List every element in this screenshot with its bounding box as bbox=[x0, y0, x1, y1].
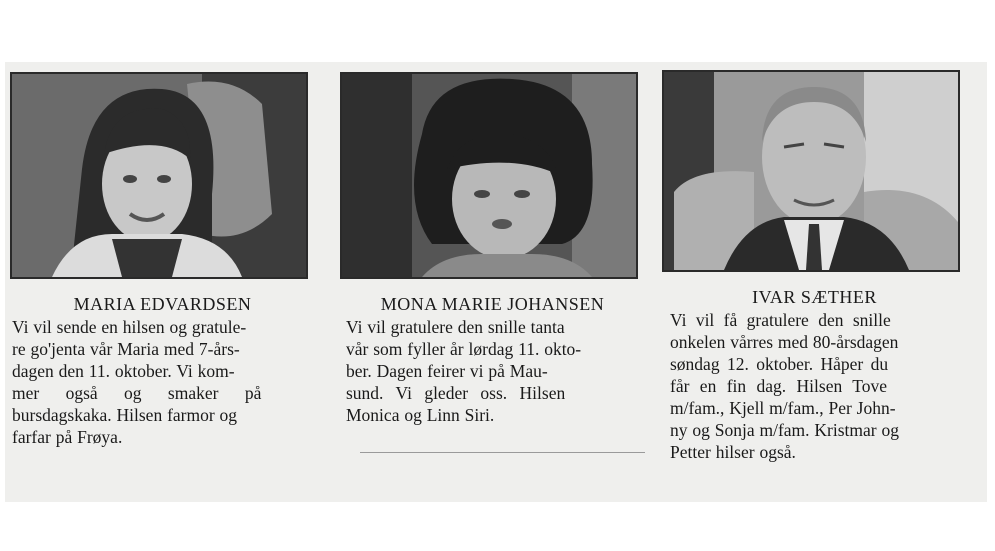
greeting-column-3 bbox=[662, 70, 967, 463]
text-line: re go'jenta vår Maria med 7-års- bbox=[12, 339, 240, 359]
photo-woman-image bbox=[342, 74, 636, 277]
greeting-text bbox=[340, 316, 644, 426]
text-line: Vi vil få gratulere den snille bbox=[670, 310, 891, 330]
column-divider-rule bbox=[360, 452, 645, 453]
text-line: mer også og smaker på bbox=[12, 383, 262, 403]
photo-girl-image bbox=[12, 74, 306, 277]
text-line: får en fin dag. Hilsen Tove bbox=[670, 376, 888, 396]
person-name: IVAR SÆTHER bbox=[752, 287, 877, 307]
text-line: Monica og Linn Siri. bbox=[346, 405, 495, 425]
photo-old-man-image bbox=[664, 72, 958, 270]
text-line: onkelen vårres med 80-årsdagen bbox=[670, 332, 899, 352]
text-line: ber. Dagen feirer vi på Mau- bbox=[346, 361, 548, 381]
text-line: farfar på Frøya. bbox=[12, 427, 123, 447]
text-line: m/fam., Kjell m/fam., Per John- bbox=[670, 398, 896, 418]
text-line: Petter hilser også. bbox=[670, 442, 796, 462]
greeting-column-2 bbox=[340, 72, 645, 426]
text-line: Vi vil gratulere den snille tanta bbox=[346, 317, 565, 337]
text-line: vår som fyller år lørdag 11. okto- bbox=[346, 339, 582, 359]
text-line: dagen den 11. oktober. Vi kom- bbox=[12, 361, 235, 381]
greeting-column-1 bbox=[10, 72, 315, 448]
greeting-text bbox=[10, 316, 312, 448]
photo-woman bbox=[340, 72, 638, 279]
person-name: MONA MARIE JOHANSEN bbox=[380, 294, 605, 314]
text-line: søndag 12. oktober. Håper du bbox=[670, 354, 889, 374]
photo-girl bbox=[10, 72, 308, 279]
person-name: MARIA EDVARDSEN bbox=[73, 294, 252, 314]
text-line: sund. Vi gleder oss. Hilsen bbox=[346, 383, 566, 403]
text-line: ny og Sonja m/fam. Kristmar og bbox=[670, 420, 900, 440]
text-line: Vi vil sende en hilsen og gratule- bbox=[12, 317, 247, 337]
photo-old-man bbox=[662, 70, 960, 272]
text-line: bursdagskaka. Hilsen farmor og bbox=[12, 405, 238, 425]
greeting-text bbox=[662, 309, 970, 463]
